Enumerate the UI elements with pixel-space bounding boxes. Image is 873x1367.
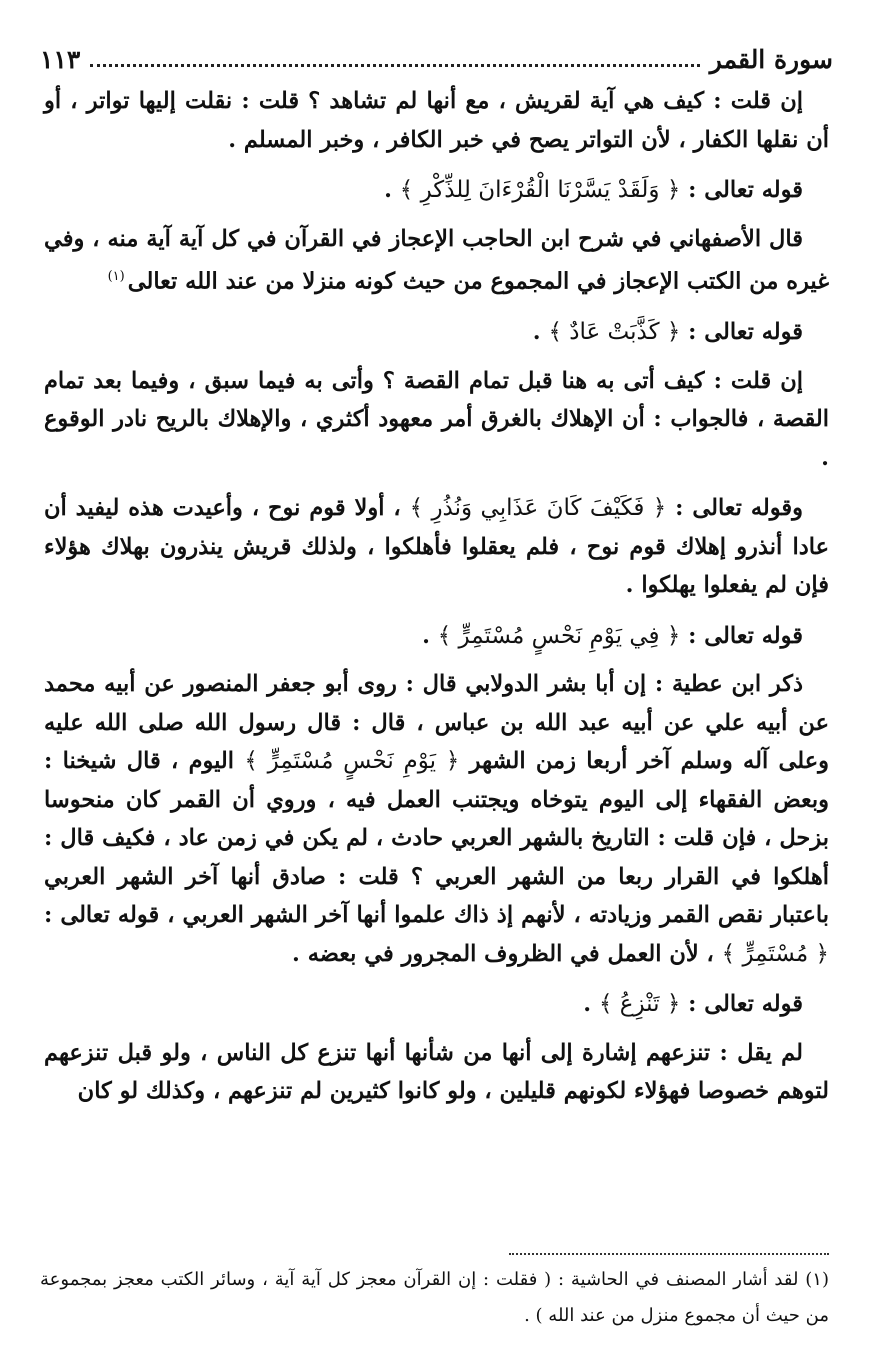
paragraph-2: [44, 220, 829, 302]
quran-quote: ﴿ مُسْتَمِرٍّ ﴾: [721, 940, 829, 967]
paragraph-5-text-b: اليوم ، قال شيخنا : وبعض الفقهاء إلى اليوم يتوخاه ويجتنب العمل فيه ، وروي أن القمر كان منحوسا بزحل ، فإن قلت : التاريخ بالشهر العربي حادث ، لم يكن في زمن عاد ، فكيف قال : أهلكوا في القرار ربعا من الشهر العربي ؟ قلت : صادق أنها آخر الشهر العربي باعتبار نقص القمر وزيادته ، لأنهم إذ ذاك علموا أنها آخر الشهر العربي ، قوله تعالى :: [44, 748, 829, 928]
paragraph-5-text-c: ، لأن العمل في الظروف المجرور في بعضه .: [292, 940, 722, 967]
verse-end: .: [532, 319, 549, 345]
page-body: [44, 82, 829, 1123]
paragraph-5: [44, 665, 829, 973]
verse-heading-2: [44, 313, 829, 352]
paragraph-3: إن قلت : كيف أتى به هنا قبل تمام القصة ؟ وأتى به فيما سبق ، وفيما بعد تمام القصة ، فالجواب : أن الإهلاك بالغرق أمر معهود أكثري ، والإهلاك بالريح نادر الوقوع .: [44, 367, 829, 471]
paragraph-1: إن قلت : كيف هي آية لقريش ، مع أنها لم تشاهد ؟ قلت : نقلت إليها تواتر ، أو أن نقلها الكفار ، لأن التواتر يصح في خبر الكافر ، وخبر المسلم .: [44, 88, 829, 153]
verse-heading-3: [44, 617, 829, 656]
footnote-separator: [509, 1253, 829, 1255]
verse-intro: وقوله تعالى :: [666, 495, 803, 521]
paragraph-5-text-a: ذكر ابن عطية : إن أبا بشر الدولابي قال : روى أبو جعفر المنصور عن أبيه محمد عن أبيه علي عن أبيه عبد الله بن عباس ، قال : قال رسول الله صلى الله عليه وعلى آله وسلم آخر أربعا زمن الشهر: [44, 671, 830, 774]
quran-quote: ﴿ فَكَيْفَ كَانَ عَذَابِي وَنُذُرِ ﴾: [409, 495, 667, 521]
verse-end: .: [583, 991, 599, 1017]
quran-quote: ﴿ فِي يَوْمِ نَحْسٍ مُسْتَمِرٍّ ﴾: [437, 622, 681, 649]
verse-intro: قوله تعالى :: [680, 622, 803, 649]
page-header: [40, 38, 833, 80]
quran-quote: ﴿ تَنْزِعُ ﴾: [598, 991, 681, 1017]
quran-quote: ﴿ كَذَّبَتْ عَادٌ ﴾: [548, 319, 681, 345]
verse-end: .: [422, 622, 438, 649]
footnote: (١) لقد أشار المصنف في الحاشية : ( فقلت : إن القرآن معجز كل آية آية ، وسائر الكتب معجز بمجموعة من حيث أن مجموع منزل من عند الله ) .: [40, 1269, 829, 1326]
verse-heading-1: [44, 171, 829, 210]
paragraph-6: لم يقل : تنزعهم إشارة إلى أنها من شأنها أنها تنزع كل الناس ، ولو قبل تنزعهم لتوهم خصوصا فهؤلاء لكونهم قليلين ، ولو كانوا كثيرين لم تنزعهم ، وكذلك لو كان: [44, 1039, 829, 1104]
header-dotted-rule: [90, 64, 700, 67]
footnote-ref: (١): [107, 269, 125, 284]
quran-quote: ﴿ يَوْمِ نَحْسٍ مُسْتَمِرٍّ ﴾: [244, 748, 460, 774]
paragraph-2-text: قال الأصفهاني في شرح ابن الحاجب الإعجاز في القرآن في كل آية آية منه ، وفي غيره من الكتب الإعجاز في المجموع من حيث كونه منزلا من عند الله تعالى: [44, 225, 829, 295]
paragraph-4-text: ، أولا قوم نوح ، وأعيدت هذه ليفيد أن عادا أنذرو إهلاك قوم نوح ، فلم يعقلوا فأهلكوا ، ولذلك قريش ينذرون بهلاك هؤلاء فإن لم يفعلوا يهلكوا .: [44, 495, 829, 598]
verse-intro: قوله تعالى :: [680, 177, 803, 203]
paragraph-4: [44, 489, 829, 605]
verse-intro: قوله تعالى :: [680, 991, 803, 1017]
surah-name: سورة القمر: [709, 44, 833, 74]
verse-heading-4: [44, 985, 829, 1024]
page-number: ١١٣: [40, 44, 81, 74]
verse-end: .: [384, 177, 400, 203]
quran-quote: ﴿ وَلَقَدْ يَسَّرْنَا الْقُرْءَانَ لِلذِّكْرِ ﴾: [399, 177, 681, 203]
verse-intro: قوله تعالى :: [680, 319, 803, 345]
